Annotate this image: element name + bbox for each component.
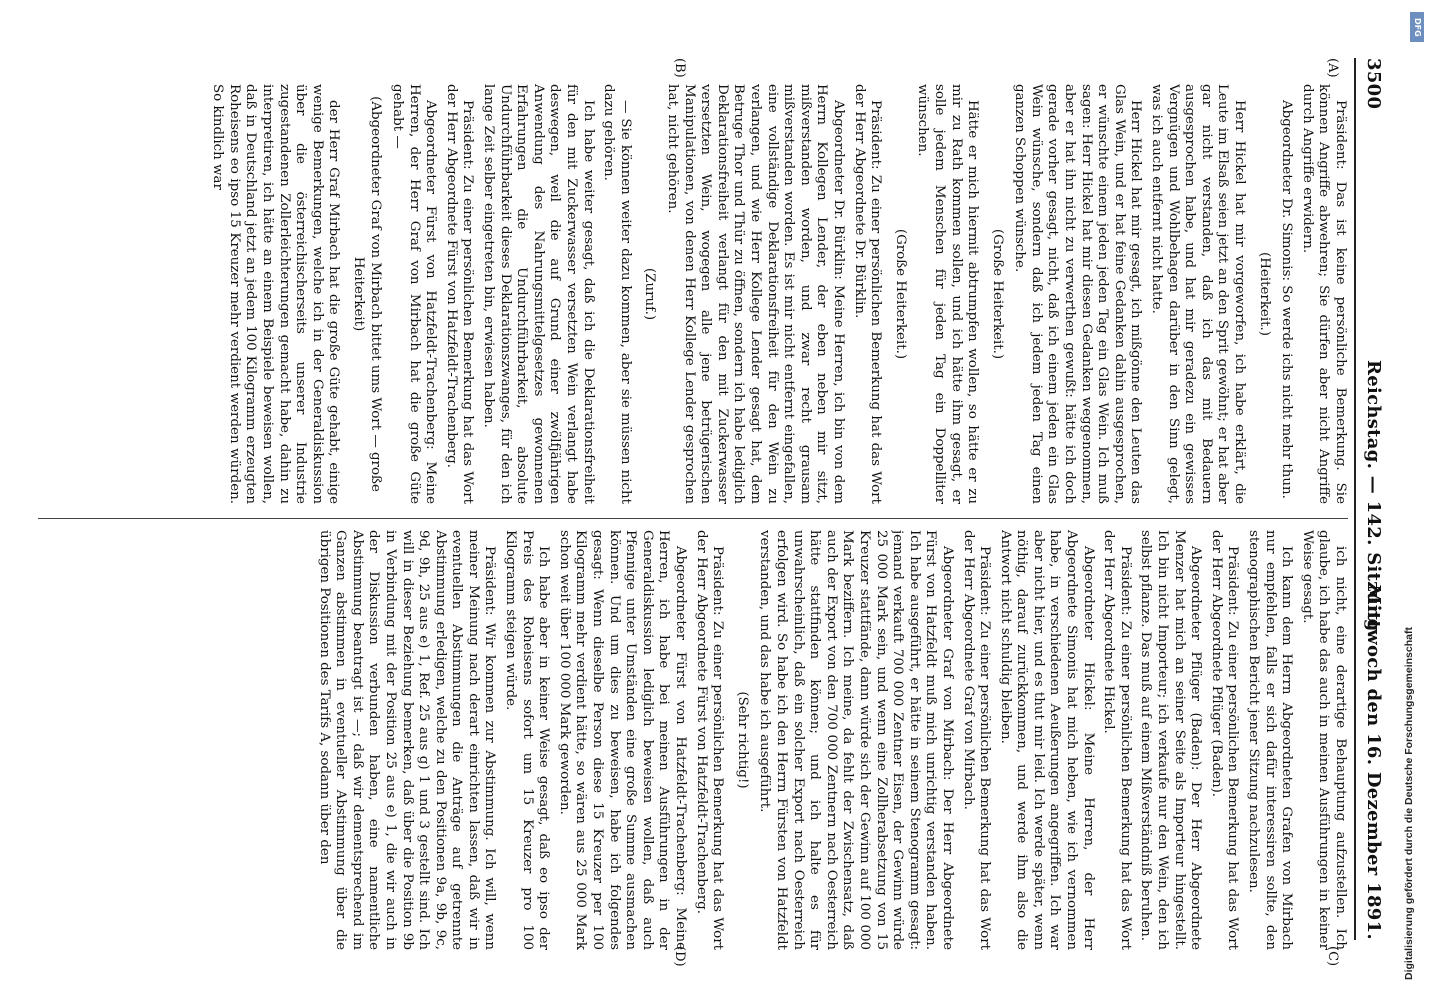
interjection: (Große Heiterkeit.) (892, 228, 908, 360)
margin-marker-a: (A) (1325, 58, 1340, 78)
paragraph: Herr Hickel hat mir vorgeworfen, ich habe erklärt, die Leute im Elsaß seien jetzt an den Sprit gewöhnt; er hat aber gar nicht verstanden, daß ich das mit Bedauern ausgesprochen habe, und hat mir geradezu ein gewisses Vergnügen und Wohlbehagen darüber in den Sinn gelegt, was ich auch entfernt nicht hatte. (1149, 84, 1248, 504)
paragraph: Herr Hickel hat mir gesagt, ich mißgönne den Leuten das Glas Wein, und er hat feine Gedanken dahin ausgesprochen, er wünschte einem jeden jeden Tag ein Glas Wein. Ich muß sagen: Herr Hickel hat mir diesen Gedanken weggenommen, aber er hat ihn nicht zu verwerthen gewußt: hätte ich doch gerade vorher gesagt, nicht, daß ich einem jeden ein Glas Wein wünsche, sondern daß ich jedem jeden Tag einen ganzen Schoppen wünsche. (1012, 84, 1144, 504)
paragraph: Präsident: Zu einer persönlichen Bemerkung hat das Wort der Herr Abgeordnete Dr. Bürklin. (851, 84, 884, 504)
interjection: (Abgeordneter Graf von Mirbach bittet ums Wort — große Heiterkeit) (350, 96, 383, 492)
paragraph: Abgeordneter Dr. Bürklin: Meine Herren, ich bin von dem Herrn Kollegen Lender, der eben neben mir sitzt, mißverstanden worden, und zwar recht grausam mißverstanden worden. Es ist mir nicht entfernt eingefallen, eine vollständige Deklarationsfreiheit für den Wein zu verlangen, und wie Herr Kollege Lender gesagt hat, dem Betruge Thor und Thür zu öffnen, sondern ich habe lediglich Deklarationsfreiheit verlangt für den mit Zuckerwasser versetzten Wein, wogegen alle jene betrügerischen Manipulationen, von denen Herr Kollege Lender gesprochen hat, nicht gehören. (665, 84, 846, 504)
digitization-credit: Digitalisierung gefördert durch die Deutsche Forschungsgemeinschaft (1403, 627, 1415, 980)
interjection: (Zuruf.) (642, 267, 658, 321)
paragraph: Abgeordneter Fürst von Hatzfeldt-Trachenberg: Meine Herren, ich habe bei meinen Ausführungen in der Generaldiskussion lediglich beweisen wollen, daß auch Pfennige unter Umständen eine große Summe ausmachen können. Und um dies zu beweisen, habe ich folgendes gesagt: Wenn dieselbe Person diese 15 Kreuzer per 100 Kilogramm mehr verdient hätte, so wären aus 25 000 Mark schon weit über 100 000 Mark geworden. (556, 530, 689, 950)
paragraph: Präsident: Zu einer persönlichen Bemerkung hat das Wort der Herr Abgeordnete Graf von Mirbach. (960, 530, 993, 950)
margin-marker-b: (B) (672, 58, 687, 78)
paragraph: Abgeordneter Hickel: Meine Herren, der Herr Abgeordnete Simonis hat mich heben, wie ich vernommen habe, in verschiedenen Aeußerungen angegriffen. Ich war aber nicht hier, und es thut mir leid. Ich werde später, wenn nöthig, darauf zurückkommen, und werde ihm also die Antwort nicht schuldig bleiben. (997, 530, 1096, 950)
paragraph: Präsident: Das ist keine persönliche Bemerkung. Sie können Angriffe abwehren; Sie dürfen aber nicht Angriffe durch Angriffe erwidern. (1299, 84, 1348, 504)
margin-marker-c: (C) (1325, 946, 1340, 967)
paragraph: Abgeordneter Graf von Mirbach: Der Herr Abgeordnete Fürst von Hatzfeldt muß mich unrichtig verstanden haben. Ich habe ausgeführt, er hätte in seinem Stenogramm gesagt: jemand verkauft 700 000 Zentner Eisen, der Gewinn würde 25 000 Mark sein, und wenn eine Zollherabsetzung von 15 Kreuzer stattfände, dann würde sich der Gewinn auf 100 000 Mark beziffern. Ich meine, da fehlt der Zwischensatz, daß auch der Export von den 700 000 Zentnern nach Oesterreich hätte stattfinden können; und ich halte es für unwahrscheinlich, daß ein solcher Export nach Oesterreich erfolgen wird. So habe ich den Herrn Fürsten von Hatzfeldt verstanden, und das habe ich ausgeführt. (757, 530, 955, 950)
paragraph: Hätte er mich hiermit abtrumpfen wollen, so hätte er zu mir zu Rath kommen sollen, und ich hätte ihm gesagt, er solle jedem Menschen für jeden Tag ein Doppelliter wünschen. (915, 84, 981, 504)
left-column (38, 84, 1348, 504)
paragraph: Abgeordneter Pflüger (Baden): Der Herr Abgeordnete Menzer hat mich an seiner Seite als Importeur hingestellt. Ich bin nicht Importeur; ich verkaufe nur den Wein, den ich selbst pflanze. Das muß auf einem Mißverständniß beruhen. (1138, 530, 1204, 950)
paragraph: — Sie können weiter dazu kommen, aber sie müssen nicht dazu gehören. (601, 84, 633, 504)
column-divider (38, 518, 1348, 519)
paragraph: Ich kann dem Herrn Abgeordneten Grafen von Mirbach nur empfehlen, falls er sich dafür interessiren sollte, den stenographischen Bericht jener Sitzung nachzulesen. (1246, 530, 1295, 950)
paragraph: Präsident: Zu einer persönlichen Bemerkung hat das Wort der Herr Abgeordnete Fürst von Hatzfeldt-Trachenberg. (443, 84, 476, 504)
interjection: (Sehr richtig!) (734, 691, 750, 789)
page-number: 3500 (1363, 58, 1384, 110)
paragraph: Abgeordneter Dr. Simonis: So werde ichs nicht mehr thun. (1279, 100, 1295, 499)
interjection: (Heiterkeit.) (1256, 252, 1272, 336)
header-rule (1354, 58, 1356, 940)
header-title: Reichstag. — 142. Sitzung. (1363, 359, 1384, 639)
right-column (38, 530, 1348, 950)
margin-marker-d: (D) (672, 946, 687, 967)
paragraph: Ich habe weiter gesagt, daß ich die Deklarationsfreiheit für den mit Zuckerwasser versetzten Wein verlangt habe deswegen, weil die auf Grund einer zwölfjährigen Anwendung des Nahrungsmittelgesetzes gewonnenen Erfahrungen die Undurchführbarkeit, absolute Undurchführbarkeit dieses Deklarationszwanges, für den ich lange Zeit selber eingetreten bin, erwiesen haben. (481, 84, 596, 504)
header-date: Mittwoch den 16. Dezember 1891. (1363, 584, 1384, 940)
paragraph: der Herr Graf Mirbach hat die große Güte gehabt, einige wenige Bemerkungen, welche ich in der Generaldiskussion über die österreichischerseits unserer Industrie zugestandenen Zollerleichterungen gemacht habe, dahin zu interpretiren, ich hätte an einem Beispiele beweisen wollen, daß in Deutschland jetzt an jedem 100 Kilogramm erzeugten Roheisens eo ipso 15 Kreuzer mehr verdient werden würden. So kindlich war (210, 84, 342, 504)
page-header (1358, 58, 1384, 940)
paragraph: Präsident: Wir kommen zur Abstimmung. Ich will, wenn meiner Meinung nach derart einrichten lassen, daß wir in eventuellen Abstimmungen die Anträge auf getrennte Abstimmung erledigen, welche zu den Positionen 9a, 9b, 9c, 9d, 9h, 25 aus e) 1, Ref. 25 aus g) 1 und 3 gestellt sind. Ich will in dieser Beziehung bemerken, daß über die Position 9b in Verbindung mit der Position 25 aus e) 1, die wir auch in der Diskussion verbunden haben, eine namentliche Abstimmung beantragt ist —; daß wir dementsprechend im Ganzen abstimmen in eventueller Abstimmung über die übrigen Positionen des Tarifs A, sodann über den (316, 530, 498, 950)
paragraph: Abgeordneter Fürst von Hatzfeldt-Trachenberg: Meine Herren, der Herr Graf von Mirbach hat die große Güte gehabt — (390, 84, 439, 504)
interjection: (Große Heiterkeit.) (989, 228, 1005, 360)
paragraph: Ich habe aber in keiner Weise gesagt, daß eo ipso der Preis des Roheisens sofort um 15 Kreuzer pro 100 Kilogramm steigen würde. (503, 530, 552, 950)
paragraph: Präsident: Zu einer persönlichen Bemerkung hat das Wort der Herr Abgeordnete Fürst von Hatzfeldt-Trachenberg. (693, 530, 726, 950)
dfg-logo: DFG (1410, 12, 1424, 42)
paragraph: Präsident: Zu einer persönlichen Bemerkung hat das Wort der Herr Abgeordnete Pflüger (Baden). (1208, 530, 1241, 950)
paragraph: ich nicht, eine derartige Behauptung aufzustellen. Ich glaube, ich habe das auch in meinen Ausführungen in keiner Weise gesagt. (1299, 530, 1348, 950)
paragraph: Präsident: Zu einer persönlichen Bemerkung hat das Wort der Herr Abgeordnete Hickel. (1101, 530, 1133, 950)
